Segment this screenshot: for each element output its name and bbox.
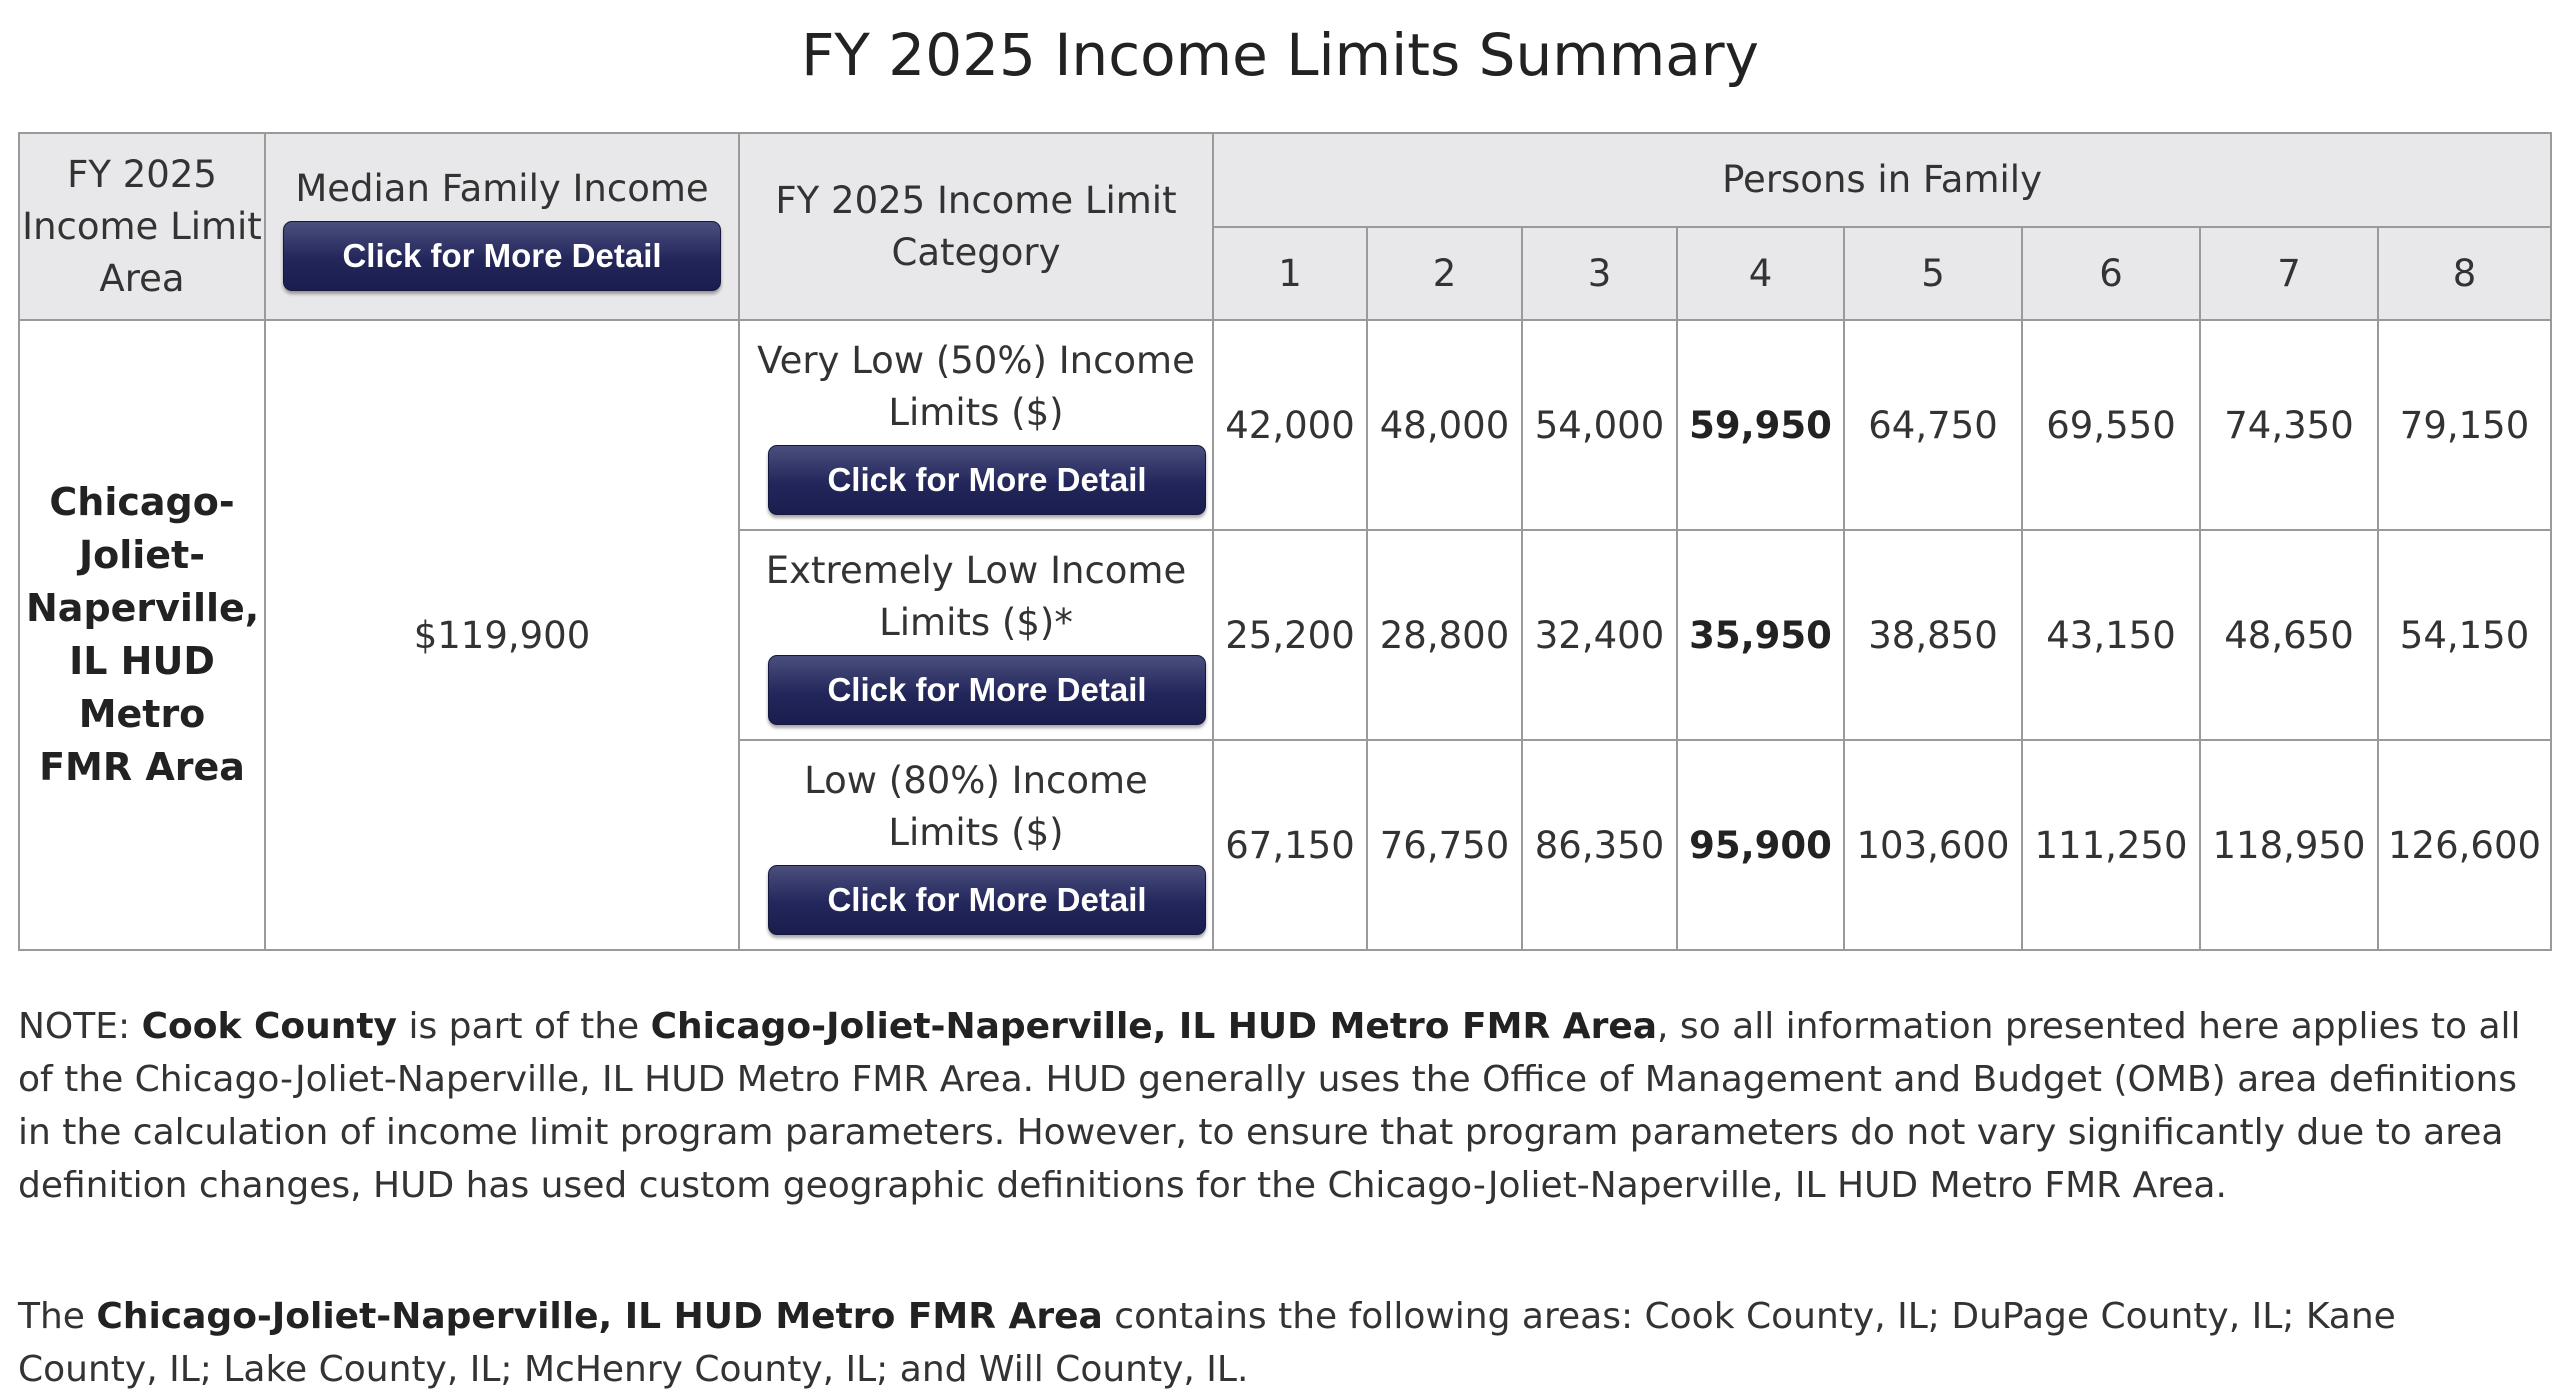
header-persons-8: 8 [2378,227,2551,320]
header-persons-in-family: Persons in Family [1213,133,2551,227]
limit-value-cell: 38,850 [1844,530,2022,740]
limit-value-cell: 43,150 [2022,530,2200,740]
limit-value-cell: 48,000 [1367,320,1522,530]
limit-value-cell: 69,550 [2022,320,2200,530]
limit-value-cell: 59,950 [1677,320,1844,530]
header-category: FY 2025 Income Limit Category [739,133,1213,320]
category-detail-button[interactable]: Click for More Detail [768,865,1206,935]
limit-value-cell: 126,600 [2378,740,2551,950]
note-rest: , so all information presented here applies to all of the Chicago-Joliet-Naperville, IL HUD Metro FMR Area. HUD generally uses the Office of Management and Budget (OMB) area definitions in the calculation of income limit program parameters. However, to ensure that program parameters do not vary significantly due to area definition changes, HUD has used custom geographic definitions for the Chicago-Joliet-Naperville, IL HUD Metro FMR Area. [18,1006,2521,1206]
limit-value-cell: 28,800 [1367,530,1522,740]
limit-value-cell: 35,950 [1677,530,1844,740]
areas-prefix: The [18,1296,97,1337]
limit-value-cell: 64,750 [1844,320,2022,530]
limit-value-cell: 79,150 [2378,320,2551,530]
table-row [19,320,2551,530]
category-cell [739,320,1213,530]
header-persons-2: 2 [1367,227,1522,320]
header-persons-7: 7 [2200,227,2378,320]
category-cell [739,740,1213,950]
category-label: Low (80%) Income Limits ($) [804,759,1148,854]
area-name-cell: Chicago-Joliet-Naperville, IL HUD Metro FMR Area [19,320,265,950]
limit-value-cell: 48,650 [2200,530,2378,740]
header-persons-4: 4 [1677,227,1844,320]
header-persons-6: 6 [2022,227,2200,320]
limit-value-cell: 111,250 [2022,740,2200,950]
note-mid: is part of the [397,1006,651,1047]
limit-value-cell: 32,400 [1522,530,1677,740]
header-area: FY 2025 Income Limit Area [19,133,265,320]
areas-rest: contains the following areas: Cook County, IL; DuPage County, IL; Kane County, IL; Lake County, IL; McHenry County, IL; and Will County, IL. [18,1296,2396,1390]
areas-paragraph [18,1290,2538,1396]
header-persons-3: 3 [1522,227,1677,320]
limit-value-cell: 54,000 [1522,320,1677,530]
median-income-cell: $119,900 [265,320,739,950]
income-limits-table [18,132,2552,951]
note-county: Cook County [141,1006,398,1047]
category-detail-button[interactable]: Click for More Detail [768,655,1206,725]
areas-area: Chicago-Joliet-Naperville, IL HUD Metro FMR Area [96,1296,1103,1337]
category-label: Very Low (50%) Income Limits ($) [757,339,1195,434]
note-prefix: NOTE: [18,1006,142,1047]
limit-value-cell: 118,950 [2200,740,2378,950]
category-cell [739,530,1213,740]
limit-value-cell: 95,900 [1677,740,1844,950]
note-area: Chicago-Joliet-Naperville, IL HUD Metro FMR Area [650,1006,1658,1047]
limit-value-cell: 86,350 [1522,740,1677,950]
header-persons-1: 1 [1213,227,1367,320]
limit-value-cell: 74,350 [2200,320,2378,530]
limit-value-cell: 25,200 [1213,530,1367,740]
note-paragraph [18,1000,2538,1212]
income-limits-table-wrap [18,132,2550,951]
limit-value-cell: 67,150 [1213,740,1367,950]
category-detail-button[interactable]: Click for More Detail [768,445,1206,515]
median-income-detail-button[interactable]: Click for More Detail [283,221,721,291]
limit-value-cell: 103,600 [1844,740,2022,950]
limit-value-cell: 54,150 [2378,530,2551,740]
header-persons-5: 5 [1844,227,2022,320]
category-label: Extremely Low Income Limits ($)* [765,549,1187,644]
limit-value-cell: 76,750 [1367,740,1522,950]
header-median-income [265,133,739,320]
header-median-income-label: Median Family Income [295,166,709,210]
limit-value-cell: 42,000 [1213,320,1367,530]
page-title: FY 2025 Income Limits Summary [801,21,1759,89]
